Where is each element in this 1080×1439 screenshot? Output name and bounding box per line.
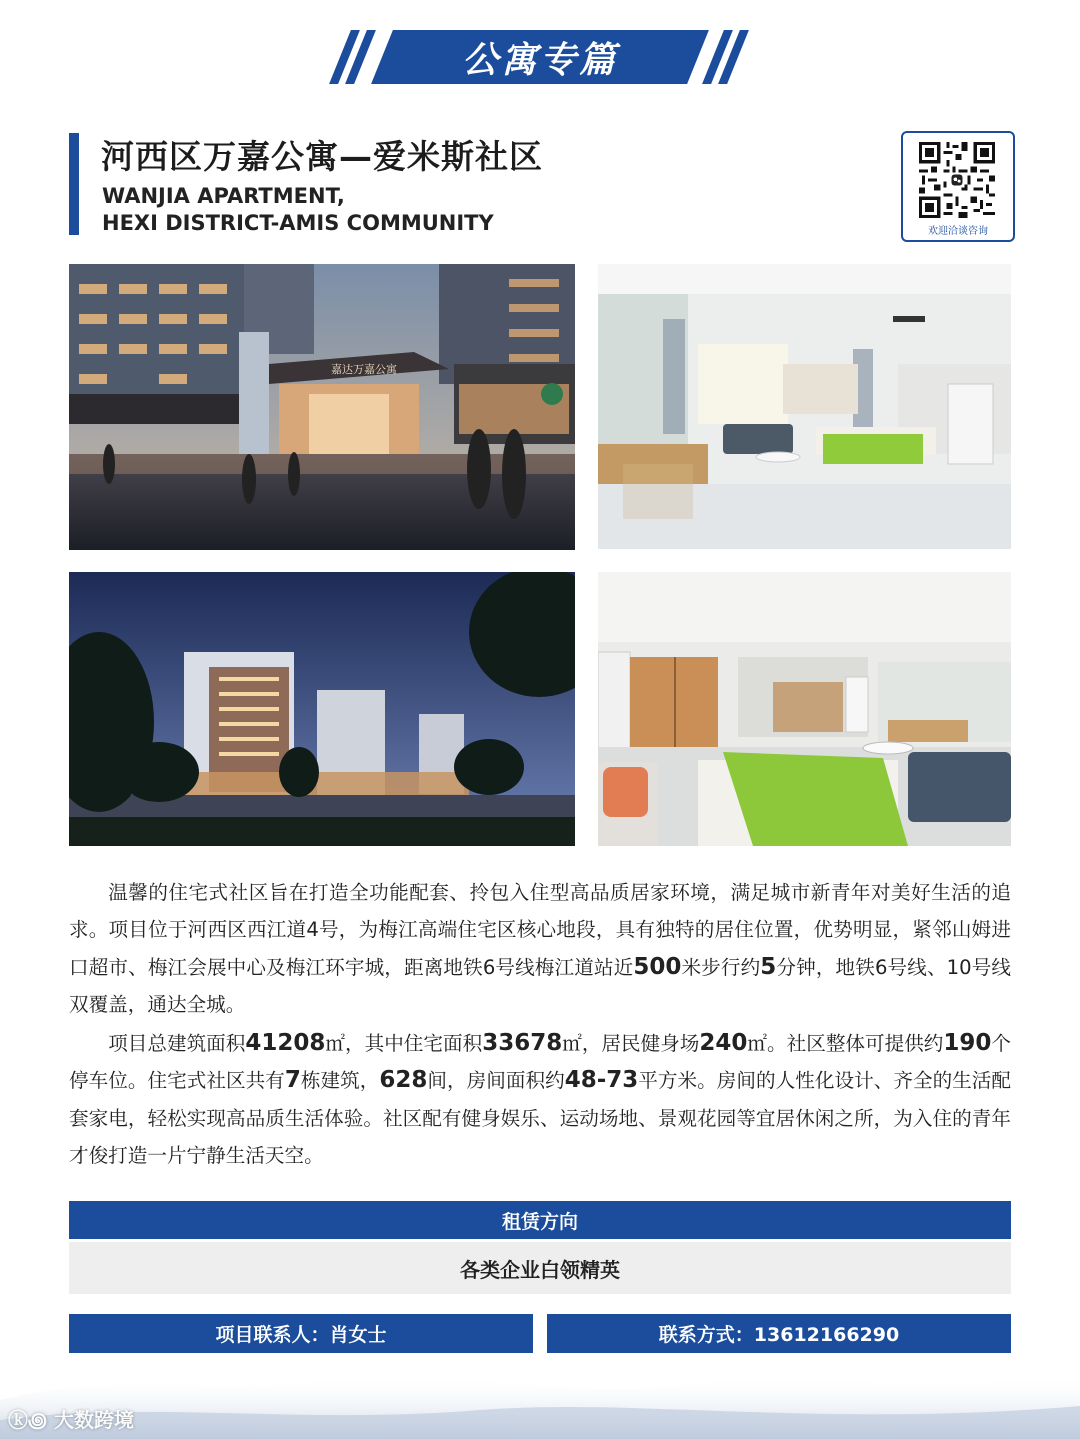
text-run: 温馨的住宅式社区旨在打造全功能配套、拎包入住型高品质居家环境，满足城市新青年对美好生活的追求。项目位于河西区西江道4号，为梅江高端住宅区核心地段，具有独特的居住位置，优势明显，紧邻山姆进口超市、梅江会展中心及梅江环宇城，距离地铁6号线梅江道站近 — [69, 881, 1011, 979]
entrance-sign: 嘉达万嘉公寓 — [331, 363, 397, 376]
description-paragraph-1 — [69, 874, 1011, 1023]
qr-caption: 欢迎洽谈咨询 — [928, 226, 988, 237]
text-run: 间，房间面积约 — [427, 1069, 565, 1093]
qr-code-icon — [919, 142, 995, 218]
text-run: 分钟，地铁6号线、10号线双覆盖，通达全城。 — [69, 955, 1011, 1016]
highlight-number: 7 — [284, 1067, 301, 1094]
text-run: ㎡，其中住宅面积 — [325, 1032, 483, 1055]
bottom-mountain-decoration — [0, 1340, 1080, 1439]
banner-title: 公寓专篇 — [461, 39, 618, 81]
qr-card[interactable] — [901, 131, 1015, 242]
photo-studio-room — [598, 572, 1011, 846]
page-subtitle-en — [102, 183, 494, 237]
highlight-number: 33678 — [482, 1030, 563, 1056]
highlight-number: 240 — [699, 1030, 748, 1056]
subtitle-line-2: HEXI DISTRICT-AMIS COMMUNITY — [102, 211, 494, 235]
highlight-number: 190 — [943, 1030, 992, 1056]
watermark-logo-icon: ⓚ꩜ — [8, 1408, 54, 1432]
text-run: 栋建筑， — [300, 1069, 380, 1093]
text-run: 项目总建筑面积 — [108, 1032, 246, 1055]
highlight-number: 500 — [633, 953, 682, 980]
subtitle-line-1: WANJIA APARTMENT, — [102, 184, 345, 208]
page-title: 河西区万嘉公寓—爱米斯社区 — [101, 137, 543, 176]
photo-night-buildings — [69, 572, 575, 846]
rental-direction-header: 租赁方向 — [69, 1201, 1011, 1239]
highlight-number: 48-73 — [564, 1067, 639, 1094]
title-accent-bar — [69, 133, 79, 235]
photo-exterior-entrance — [69, 264, 575, 550]
highlight-number: 5 — [760, 953, 777, 980]
description-paragraph-2 — [69, 1025, 1011, 1174]
text-run: 米步行约 — [681, 955, 761, 979]
text-run: ㎡，居民健身场 — [562, 1032, 700, 1055]
highlight-number: 41208 — [245, 1030, 326, 1056]
contact-phone[interactable]: 联系方式：13612166290 — [547, 1314, 1011, 1353]
photo-bedroom-living — [598, 264, 1011, 549]
watermark-text: 大数跨境 — [53, 1408, 134, 1432]
watermark — [8, 1404, 134, 1435]
text-run: ㎡。社区整体可提供约 — [747, 1032, 944, 1055]
text-run: 平方米。房间的人性化设计、齐全的生活配套家电，轻松实现高品质生活体验。社区配有健身娱乐、运动场地、景观花园等宜居休闲之所，为入住的青年才俊打造一片宁静生活天空。 — [69, 1069, 1012, 1167]
section-banner — [330, 28, 750, 86]
rental-direction-value: 各类企业白领精英 — [69, 1242, 1011, 1294]
contact-person: 项目联系人：肖女士 — [69, 1314, 533, 1353]
text-run: 个停车位。住宅式社区共有 — [69, 1032, 1012, 1093]
highlight-number: 628 — [379, 1067, 428, 1094]
